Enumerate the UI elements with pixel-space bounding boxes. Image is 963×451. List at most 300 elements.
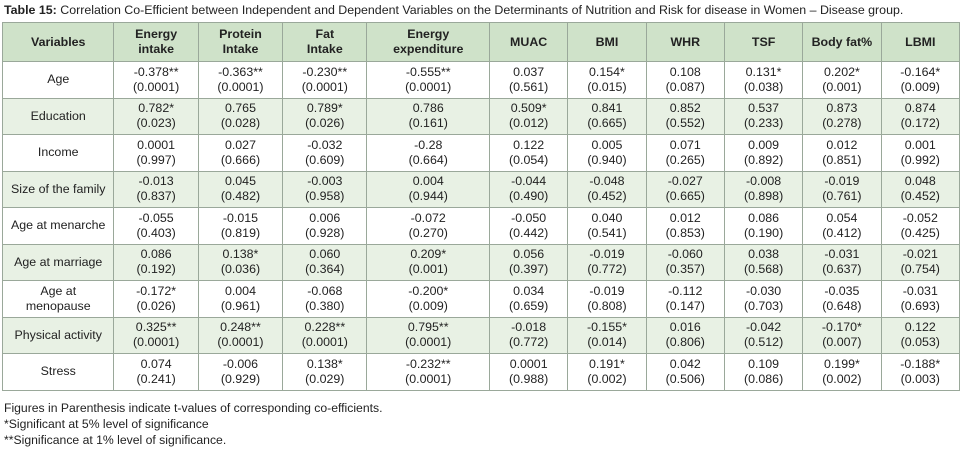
correlation-cell	[881, 244, 959, 281]
correlation-cell	[646, 171, 724, 208]
t-value: (0.380)	[305, 298, 345, 313]
t-value: (0.961)	[220, 298, 261, 313]
correlation-cell	[489, 281, 567, 318]
column-header-line: Protein	[219, 27, 262, 41]
correlation-cell	[283, 244, 367, 281]
column-header	[198, 23, 282, 62]
t-value: (0.172)	[900, 116, 940, 131]
column-header-line: BMI	[595, 34, 619, 49]
coefficient-value: 0.005	[591, 137, 623, 152]
coefficient-value: -0.164*	[900, 64, 941, 79]
t-value: (0.997)	[136, 152, 176, 167]
coefficient-value: -0.021	[902, 247, 938, 262]
t-value: (0.853)	[665, 225, 705, 240]
column-header	[724, 23, 802, 62]
t-value: (0.001)	[822, 79, 862, 94]
coefficient-value: -0.060	[667, 247, 703, 262]
correlation-cell	[724, 281, 802, 318]
coefficient-value: 0.108	[669, 64, 701, 79]
t-value: (0.806)	[665, 335, 705, 350]
coefficient-value: 0.006	[309, 210, 341, 225]
t-value: (0.940)	[587, 152, 627, 167]
correlation-table	[2, 22, 960, 391]
coefficient-value: 0.786	[412, 101, 444, 116]
row-variable-label: Size of the family	[11, 181, 106, 196]
coefficient-value: 0.045	[224, 174, 256, 189]
correlation-cell	[724, 135, 802, 172]
correlation-cell	[881, 98, 959, 135]
coefficient-value: -0.155*	[586, 320, 627, 335]
correlation-cell	[114, 281, 198, 318]
correlation-cell	[283, 354, 367, 391]
t-value: (0.026)	[305, 116, 345, 131]
t-value: (0.754)	[900, 262, 940, 277]
column-header-line: Intake	[306, 42, 343, 56]
t-value: (0.086)	[743, 371, 784, 386]
correlation-cell	[198, 317, 282, 354]
correlation-cell	[803, 208, 881, 245]
coefficient-value: 0.138*	[306, 356, 343, 371]
correlation-cell	[283, 98, 367, 135]
coefficient-value: 0.016	[669, 320, 701, 335]
column-header-line: WHR	[670, 34, 701, 49]
coefficient-value: 0.209*	[410, 247, 447, 262]
row-variable-cell	[3, 244, 114, 281]
coefficient-value: -0.232**	[405, 356, 451, 371]
coefficient-value: 0.325**	[135, 320, 177, 335]
t-value: (0.0001)	[405, 79, 452, 94]
table-header-row	[3, 23, 960, 62]
correlation-cell	[489, 171, 567, 208]
correlation-cell	[724, 354, 802, 391]
t-value: (0.568)	[743, 262, 784, 277]
row-variable-cell	[3, 354, 114, 391]
column-header-line: intake	[138, 42, 175, 56]
t-value: (0.147)	[665, 298, 705, 313]
coefficient-value: -0.048	[589, 174, 625, 189]
t-value: (0.490)	[509, 189, 549, 204]
coefficient-value: -0.188*	[900, 356, 941, 371]
coefficient-value: 0.874	[904, 101, 936, 116]
coefficient-value: -0.015	[222, 210, 259, 225]
row-variable-label: Physical activity	[14, 327, 102, 342]
column-header-line: Fat	[315, 27, 335, 41]
row-variable-label: Stress	[40, 364, 76, 379]
coefficient-value: 0.765	[224, 101, 256, 116]
coefficient-value: 0.122	[904, 320, 936, 335]
coefficient-value: 0.012	[826, 137, 858, 152]
coefficient-value: 0.012	[669, 210, 701, 225]
t-value: (0.703)	[743, 298, 784, 313]
coefficient-value: 0.009	[748, 137, 780, 152]
correlation-cell	[881, 135, 959, 172]
coefficient-value: 0.122	[513, 137, 545, 152]
t-value: (0.992)	[900, 152, 940, 167]
correlation-cell	[367, 98, 490, 135]
t-value: (0.665)	[665, 189, 705, 204]
coefficient-value: -0.068	[307, 283, 343, 298]
correlation-cell	[568, 62, 646, 99]
t-value: (0.0001)	[217, 335, 264, 350]
row-variable-label: Income	[37, 145, 79, 160]
t-value: (0.988)	[509, 371, 549, 386]
coefficient-value: 0.086	[748, 210, 780, 225]
t-value: (0.015)	[587, 79, 627, 94]
correlation-cell	[803, 317, 881, 354]
coefficient-value: 0.537	[748, 101, 780, 116]
correlation-cell	[724, 98, 802, 135]
t-value: (0.648)	[822, 298, 862, 313]
table-row	[3, 98, 960, 135]
t-value: (0.397)	[509, 262, 549, 277]
t-value: (0.664)	[408, 152, 448, 167]
t-value: (0.0001)	[405, 335, 452, 350]
t-value: (0.014)	[587, 335, 627, 350]
column-header	[283, 23, 367, 62]
column-header-line: MUAC	[510, 34, 548, 49]
coefficient-value: 0.138*	[222, 247, 259, 262]
correlation-cell	[568, 317, 646, 354]
coefficient-value: 0.228**	[304, 320, 346, 335]
t-value: (0.023)	[136, 116, 176, 131]
coefficient-value: 0.191*	[589, 356, 625, 371]
row-variable-cell	[3, 62, 114, 99]
coefficient-value: 0.086	[140, 247, 172, 262]
correlation-cell	[803, 171, 881, 208]
coefficient-value: 0.154*	[589, 64, 625, 79]
coefficient-value: 0.027	[224, 137, 256, 152]
table-row	[3, 281, 960, 318]
row-variable-label: Age at	[40, 283, 77, 298]
coefficient-value: -0.019	[824, 174, 860, 189]
t-value: (0.087)	[665, 79, 705, 94]
coefficient-value: 0.509*	[510, 101, 547, 116]
coefficient-value: 0.034	[513, 283, 545, 298]
correlation-cell	[568, 354, 646, 391]
t-value: (0.403)	[136, 225, 176, 240]
coefficient-value: 0.042	[669, 356, 701, 371]
correlation-cell	[489, 317, 567, 354]
table-row	[3, 171, 960, 208]
t-value: (0.0001)	[133, 79, 180, 94]
column-header-line: expenditure	[393, 42, 464, 56]
row-variable-cell	[3, 98, 114, 135]
correlation-cell	[568, 171, 646, 208]
coefficient-value: -0.230**	[302, 64, 348, 79]
correlation-cell	[367, 354, 490, 391]
t-value: (0.482)	[220, 189, 261, 204]
row-variable-label: Age at marriage	[14, 254, 103, 269]
t-value: (0.241)	[136, 371, 176, 386]
correlation-cell	[283, 208, 367, 245]
correlation-cell	[489, 354, 567, 391]
coefficient-value: -0.035	[824, 283, 860, 298]
correlation-cell	[803, 62, 881, 99]
correlation-cell	[198, 354, 282, 391]
coefficient-value: 0.004	[224, 283, 256, 298]
correlation-cell	[803, 98, 881, 135]
correlation-cell	[367, 281, 490, 318]
coefficient-value: 0.054	[826, 210, 858, 225]
footnote-1-percent: **Significance at 1% level of significance.	[4, 433, 227, 447]
coefficient-value: 0.131*	[745, 64, 782, 79]
t-value: (0.053)	[900, 335, 940, 350]
coefficient-value: -0.031	[824, 247, 860, 262]
t-value: (0.851)	[822, 152, 862, 167]
t-value: (0.944)	[408, 189, 448, 204]
t-value: (0.958)	[305, 189, 345, 204]
t-value: (0.002)	[587, 371, 627, 386]
correlation-cell	[881, 208, 959, 245]
row-variable-cell	[3, 135, 114, 172]
correlation-cell	[114, 317, 198, 354]
correlation-cell	[114, 208, 198, 245]
coefficient-value: 0.0001	[137, 137, 176, 152]
column-header	[803, 23, 881, 62]
correlation-cell	[568, 135, 646, 172]
correlation-cell	[489, 98, 567, 135]
correlation-cell	[724, 62, 802, 99]
t-value: (0.054)	[509, 152, 549, 167]
table-row	[3, 208, 960, 245]
t-value: (0.029)	[305, 371, 345, 386]
correlation-cell	[114, 171, 198, 208]
row-variable-label: Age at menarche	[11, 218, 106, 233]
coefficient-value: -0.042	[746, 320, 782, 335]
t-value: (0.003)	[900, 371, 940, 386]
t-value: (0.819)	[220, 225, 261, 240]
t-value: (0.552)	[665, 116, 705, 131]
correlation-cell	[198, 208, 282, 245]
correlation-cell	[724, 171, 802, 208]
correlation-cell	[198, 62, 282, 99]
footnote-parenthesis: Figures in Parenthesis indicate t-values of corresponding co-efficients.	[4, 401, 383, 415]
coefficient-value: 0.841	[591, 101, 623, 116]
correlation-cell	[198, 281, 282, 318]
column-header	[646, 23, 724, 62]
correlation-cell	[568, 244, 646, 281]
table-caption-text: Correlation Co-Efficient between Independent and Dependent Variables on the Determinants of Nutrition and Risk for disease in Women – Disease group.	[56, 3, 904, 17]
correlation-cell	[198, 244, 282, 281]
correlation-cell	[283, 171, 367, 208]
t-value: (0.012)	[509, 116, 549, 131]
table-row	[3, 317, 960, 354]
correlation-cell	[283, 317, 367, 354]
t-value: (0.837)	[136, 189, 176, 204]
column-header	[568, 23, 646, 62]
column-header-line: Energy	[407, 27, 450, 41]
coefficient-value: 0.056	[513, 247, 545, 262]
row-variable-cell	[3, 281, 114, 318]
column-header-line: TSF	[751, 34, 776, 49]
coefficient-value: 0.202*	[823, 64, 860, 79]
t-value: (0.265)	[665, 152, 705, 167]
row-variable-label: Education	[30, 108, 86, 123]
coefficient-value: 0.248**	[220, 320, 261, 335]
column-header	[114, 23, 198, 62]
coefficient-value: -0.170*	[821, 320, 862, 335]
correlation-cell	[568, 281, 646, 318]
column-header-line: Variables	[31, 34, 86, 49]
t-value: (0.0001)	[301, 335, 348, 350]
correlation-cell	[489, 135, 567, 172]
t-value: (0.442)	[509, 225, 549, 240]
correlation-cell	[881, 317, 959, 354]
correlation-cell	[367, 62, 490, 99]
table-caption-label: Table 15:	[4, 3, 57, 17]
t-value: (0.0001)	[405, 371, 452, 386]
correlation-cell	[367, 135, 490, 172]
coefficient-value: 0.071	[669, 137, 701, 152]
correlation-cell	[803, 354, 881, 391]
t-value: (0.898)	[743, 189, 784, 204]
coefficient-value: 0.037	[513, 64, 545, 79]
coefficient-value: 0.795**	[407, 320, 449, 335]
column-header-line: Body fat%	[811, 34, 873, 49]
t-value: (0.192)	[136, 262, 176, 277]
correlation-cell	[803, 281, 881, 318]
coefficient-value: -0.200*	[408, 283, 449, 298]
correlation-cell	[881, 62, 959, 99]
t-value: (0.512)	[743, 335, 784, 350]
t-value: (0.892)	[743, 152, 784, 167]
correlation-cell	[646, 208, 724, 245]
correlation-cell	[283, 62, 367, 99]
t-value: (0.412)	[822, 225, 862, 240]
coefficient-value: 0.040	[591, 210, 623, 225]
coefficient-value: -0.050	[511, 210, 547, 225]
column-header	[489, 23, 567, 62]
t-value: (0.036)	[220, 262, 261, 277]
t-value: (0.0001)	[301, 79, 348, 94]
coefficient-value: -0.363**	[218, 64, 263, 79]
coefficient-value: 0.852	[669, 101, 701, 116]
coefficient-value: 0.873	[826, 101, 858, 116]
coefficient-value: -0.555**	[405, 64, 451, 79]
table-row	[3, 354, 960, 391]
coefficient-value: -0.378**	[133, 64, 179, 79]
t-value: (0.659)	[509, 298, 549, 313]
correlation-cell	[114, 135, 198, 172]
correlation-cell	[803, 135, 881, 172]
coefficient-value: -0.030	[746, 283, 782, 298]
coefficient-value: -0.031	[902, 283, 938, 298]
table-caption	[4, 2, 903, 18]
correlation-cell	[646, 62, 724, 99]
t-value: (0.278)	[822, 116, 862, 131]
column-header-line: LBMI	[905, 34, 936, 49]
correlation-cell	[646, 354, 724, 391]
coefficient-value: 0.038	[748, 247, 780, 262]
column-header	[367, 23, 490, 62]
correlation-cell	[114, 62, 198, 99]
column-header-line: Energy	[135, 27, 178, 41]
t-value: (0.772)	[587, 262, 627, 277]
coefficient-value: -0.018	[511, 320, 547, 335]
t-value: (0.609)	[305, 152, 345, 167]
t-value: (0.452)	[587, 189, 627, 204]
t-value: (0.002)	[822, 371, 862, 386]
table-row	[3, 62, 960, 99]
t-value: (0.693)	[900, 298, 940, 313]
t-value: (0.001)	[408, 262, 448, 277]
coefficient-value: -0.019	[589, 283, 625, 298]
correlation-cell	[367, 171, 490, 208]
correlation-cell	[724, 208, 802, 245]
coefficient-value: -0.112	[668, 283, 703, 298]
coefficient-value: -0.055	[138, 210, 174, 225]
table-row	[3, 135, 960, 172]
correlation-cell	[724, 244, 802, 281]
t-value: (0.0001)	[133, 335, 180, 350]
correlation-cell	[881, 171, 959, 208]
correlation-cell	[198, 98, 282, 135]
t-value: (0.007)	[822, 335, 862, 350]
correlation-cell	[646, 281, 724, 318]
t-value: (0.0001)	[217, 79, 264, 94]
coefficient-value: -0.003	[307, 174, 343, 189]
correlation-cell	[568, 208, 646, 245]
coefficient-value: 0.004	[412, 174, 444, 189]
coefficient-value: -0.013	[138, 174, 174, 189]
coefficient-value: -0.019	[589, 247, 625, 262]
coefficient-value: -0.072	[410, 210, 446, 225]
t-value: (0.270)	[408, 225, 448, 240]
correlation-cell	[114, 354, 198, 391]
t-value: (0.929)	[220, 371, 261, 386]
coefficient-value: -0.172*	[136, 283, 177, 298]
column-header	[881, 23, 959, 62]
coefficient-value: -0.008	[746, 174, 782, 189]
row-variable-cell	[3, 208, 114, 245]
coefficient-value: 0.074	[140, 356, 172, 371]
correlation-cell	[198, 171, 282, 208]
correlation-cell	[803, 244, 881, 281]
coefficient-value: 0.782*	[138, 101, 175, 116]
t-value: (0.452)	[900, 189, 940, 204]
correlation-cell	[881, 281, 959, 318]
t-value: (0.506)	[665, 371, 705, 386]
t-value: (0.808)	[587, 298, 627, 313]
coefficient-value: -0.006	[222, 356, 259, 371]
t-value: (0.009)	[900, 79, 940, 94]
table-row	[3, 244, 960, 281]
t-value: (0.364)	[305, 262, 345, 277]
footnote-5-percent: *Significant at 5% level of significance	[4, 417, 209, 431]
correlation-cell	[489, 244, 567, 281]
coefficient-value: 0.199*	[823, 356, 860, 371]
correlation-cell	[646, 98, 724, 135]
t-value: (0.190)	[743, 225, 784, 240]
coefficient-value: 0.789*	[306, 101, 343, 116]
correlation-cell	[489, 62, 567, 99]
coefficient-value: -0.032	[307, 137, 343, 152]
table-footnotes	[4, 400, 382, 448]
coefficient-value: 0.0001	[509, 356, 548, 371]
correlation-cell	[724, 317, 802, 354]
t-value: (0.233)	[743, 116, 784, 131]
correlation-cell	[881, 354, 959, 391]
row-variable-label: menopause	[25, 298, 91, 313]
row-variable-label: Age	[47, 72, 70, 87]
coefficient-value: -0.044	[511, 174, 547, 189]
correlation-cell	[646, 244, 724, 281]
t-value: (0.028)	[220, 116, 261, 131]
column-header-line: Intake	[222, 42, 259, 56]
t-value: (0.541)	[587, 225, 627, 240]
t-value: (0.026)	[136, 298, 176, 313]
t-value: (0.637)	[822, 262, 862, 277]
